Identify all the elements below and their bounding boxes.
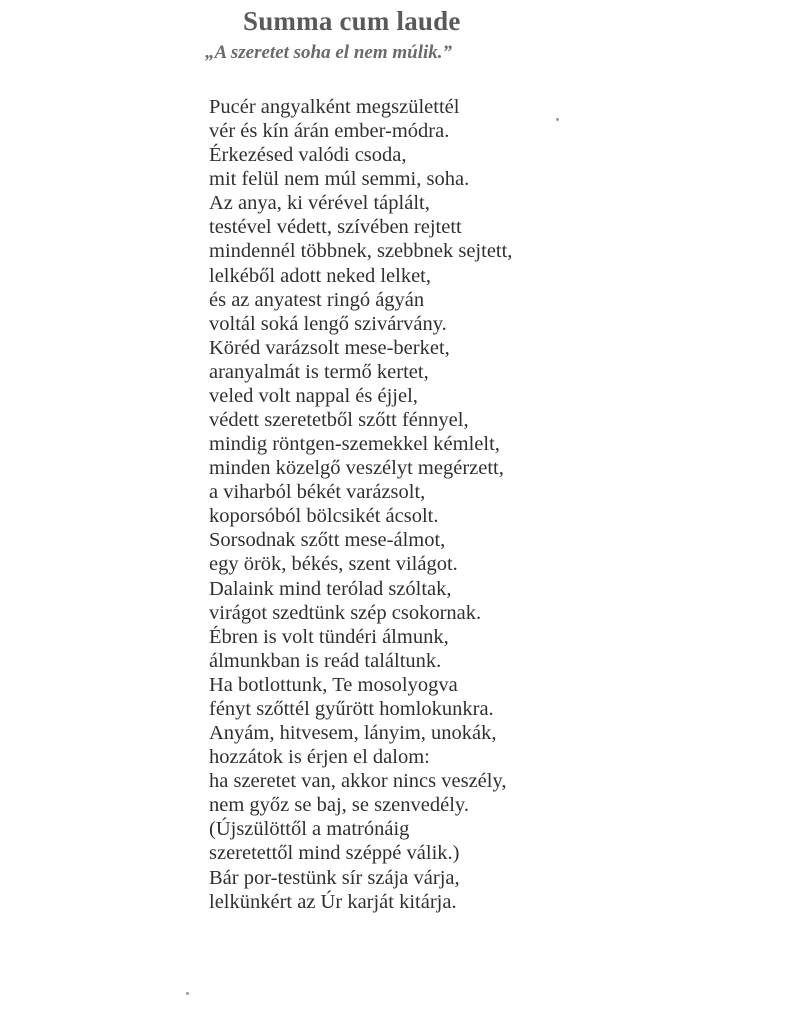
poem-line: fényt szőttél gyűrött homlokunkra. [209,697,494,720]
poem-title: Summa cum laude [243,6,461,36]
poem-line: szeretettől mind széppé válik.) [209,842,460,865]
poem-line: Pucér angyalként megszülettél [209,96,460,118]
poem-line: Érkezésed valódi csoda, [209,144,407,167]
poem-line: virágot szedtünk szép csokornak. [209,601,482,624]
scan-speck [186,992,189,995]
poem-line: veled volt nappal és éjjel, [209,384,418,407]
poem-line: mindig röntgen-szemekkel kémlelt, [209,433,500,456]
poem-line: ha szeretet van, akkor nincs veszély, [209,770,507,793]
poem-subtitle: „A szeretet soha el nem múlik.” [205,42,453,63]
poem-line: egy örök, békés, szent világot. [209,553,458,576]
scan-speck [556,118,559,121]
poem-line: védett szeretetből szőtt fénnyel, [209,409,469,432]
poem-line: Ébren is volt tündéri álmunk, [209,625,449,648]
poem-line: mit felül nem múl semmi, soha. [209,168,470,191]
poem-line: minden közelgő veszélyt megérzett, [209,457,504,480]
poem-line: nem győz se baj, se szenvedély. [209,794,469,817]
poem-line: a viharból békét varázsolt, [209,481,426,504]
poem-line: aranyalmát is termő kertet, [209,360,429,383]
poem-line: Köréd varázsolt mese-berket, [209,336,450,359]
poem-line: és az anyatest ringó ágyán [209,288,425,311]
poem-line: Anyám, hitvesem, lányim, unokák, [209,722,497,745]
poem-line: Dalaink mind terólad szóltak, [209,577,452,600]
poem-line: (Újszülöttől a matrónáig [209,818,410,841]
poem-line: lelkünkért az Úr karját kitárja. [209,890,457,913]
poem-line: Az anya, ki vérével táplált, [209,192,430,215]
poem-line: Sorsodnak szőtt mese-álmot, [209,529,446,552]
poem-body [209,95,512,914]
poem-line: hozzátok is érjen el dalom: [209,746,430,769]
poem-line: álmunkban is reád találtunk. [209,649,442,672]
poem-line: koporsóból bölcsikét ácsolt. [209,505,439,528]
poem-line: mindennél többnek, szebbnek sejtett, [209,240,513,263]
poem-line: testével védett, szívében rejtett [209,216,462,239]
poem-line: lelkéből adott neked lelket, [209,264,432,287]
poem-line: vér és kín árán ember-módra. [209,120,450,143]
poem-line: Bár por-testünk sír szája várja, [209,866,460,889]
poem-line: Ha botlottunk, Te mosolyogva [209,673,458,696]
poem-line: voltál soká lengő szivárvány. [209,312,447,335]
